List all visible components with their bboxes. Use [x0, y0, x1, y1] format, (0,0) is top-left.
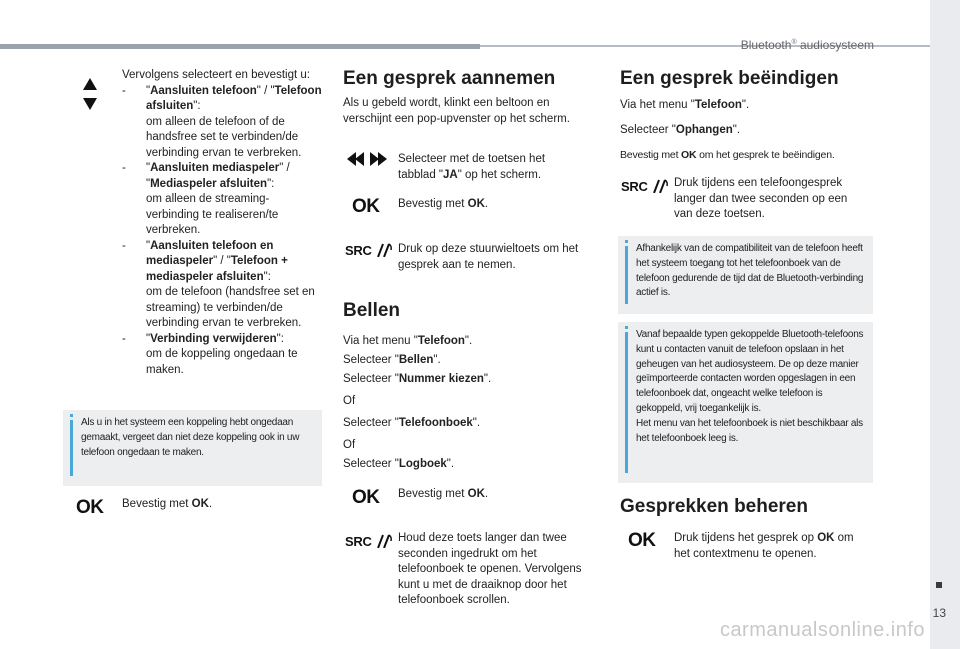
heading-call: Bellen	[343, 300, 401, 321]
selection-instructions	[122, 68, 322, 378]
watermark: carmanualsonline.info	[719, 619, 925, 641]
info-note: Afhankelijk van de compatibiliteit van de telefoon heeft het systeem toegang tot het telefoonboek van de telefoon gedurende de tijd dat de Bluetooth-verbinding actief is.	[618, 236, 873, 314]
info-icon	[625, 332, 628, 473]
end-call-steps: Via het menu "Telefoon". Selecteer "Ophangen". Bevestig met OK om het gesprek te beëindigen.	[620, 99, 835, 161]
list-item: - "Aansluiten telefoon en mediaspeler" / "Telefoon + mediaspeler afsluiten": om de telefoon (handsfree set en streaming) te verbinden/de verbinding ervan te verbreken.	[122, 239, 315, 329]
intro-text: Vervolgens selecteert en bevestigt u:	[122, 69, 310, 81]
page-number: 13	[932, 606, 946, 620]
heading-answer-call: Een gesprek aannemen	[343, 68, 556, 89]
step-select-tab: Selecteer met de toetsen het tabblad "JA" op het scherm.	[398, 153, 546, 181]
step-phonebook: Houd deze toets langer dan twee seconden ingedrukt om het telefoonboek te openen. Vervolgens kunt u met de draaiknop door het telefoonboek scrollen.	[398, 532, 582, 606]
list-item: - "Verbinding verwijderen": om de koppeling ongedaan te maken.	[122, 332, 298, 376]
confirm-text: Bevestig met OK.	[122, 498, 213, 510]
left-right-arrows-icon	[347, 152, 387, 166]
ok-button-icon: OK	[76, 497, 104, 518]
info-note: Als u in het systeem een koppeling hebt ongedaan gemaakt, vergeet dan niet deze koppeling ook in uw telefoon ongedaan te maken.	[63, 410, 322, 486]
src-phone-button-icon: SRC	[621, 179, 669, 194]
step-hangup: Druk tijdens een telefoongesprek langer dan twee seconden op een van deze toetsen.	[674, 177, 848, 220]
info-note: Vanaf bepaalde typen gekoppelde Bluetooth-telefoons kunt u contacten vanuit de telefoon opslaan in het geheugen van het audiosysteem. De op deze manier geïmporteerde contacten worden opgeslagen in een telefoonboek dat, ongeacht welke telefoon is gekoppeld, vrij toegankelijk is. Het menu van het telefoonboek is niet beschikbaar als het telefoonboek leeg is.	[618, 322, 873, 483]
heading-manage-calls: Gesprekken beheren	[620, 496, 808, 517]
info-icon	[625, 246, 628, 304]
header-rule	[0, 44, 480, 49]
ok-button-icon: OK	[628, 530, 656, 551]
paragraph: Als u gebeld wordt, klinkt een beltoon en verschijnt een pop-upvenster op het scherm.	[343, 97, 570, 125]
side-strip	[930, 0, 960, 649]
src-phone-button-icon: SRC	[345, 534, 393, 549]
heading-end-call: Een gesprek beëindigen	[620, 68, 839, 89]
step-confirm: Bevestig met OK.	[398, 488, 489, 500]
info-icon	[70, 420, 73, 476]
ok-button-icon: OK	[352, 196, 380, 217]
list-item: - "Aansluiten telefoon" / "Telefoon afsluiten": om alleen de telefoon of de handsfree set te verbinden/de verbinding ervan te verbreken.	[122, 84, 322, 159]
list-item: - "Aansluiten mediaspeler" / "Mediaspeler afsluiten": om alleen de streaming-verbinding te realiseren/te verbreken.	[122, 162, 290, 236]
src-phone-button-icon: SRC	[345, 243, 393, 258]
section-title: Bluetooth® audiosysteem	[740, 38, 874, 52]
step-answer-wheel: Druk op deze stuurwieltoets om het gesprek aan te nemen.	[398, 243, 579, 271]
up-down-arrows-icon	[83, 78, 97, 112]
call-steps: Via het menu "Telefoon". Selecteer "Bellen". Selecteer "Nummer kiezen". Of Selecteer "Telefoonboek". Of Selecteer "Logboek".	[343, 335, 492, 470]
step-confirm: Bevestig met OK.	[398, 198, 489, 210]
step-context-menu: Druk tijdens het gesprek op OK om het contextmenu te openen.	[674, 532, 854, 560]
ok-button-icon: OK	[352, 487, 380, 508]
continuation-marker	[936, 582, 942, 588]
